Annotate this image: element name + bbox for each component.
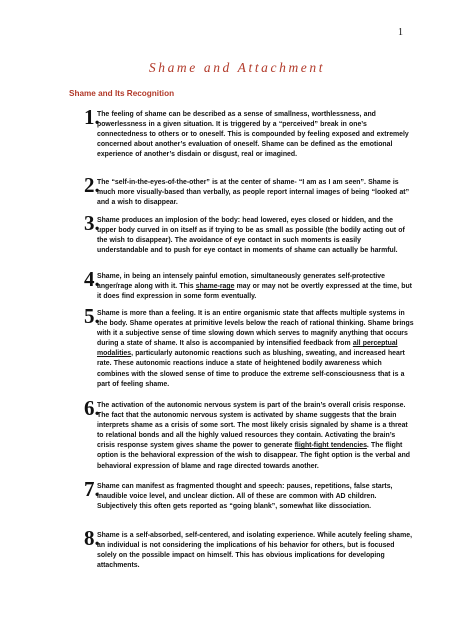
underlined-term: shame-rage: [195, 283, 235, 291]
item-number: 1.: [84, 105, 100, 129]
underlined-term: flight-fight tendencies: [294, 442, 367, 450]
item-number: 6.: [84, 396, 100, 420]
item-number: 5.: [84, 304, 100, 328]
section-heading: Shame and Its Recognition: [69, 89, 175, 98]
item-text: [97, 399, 414, 472]
item-text-segment: Shame is more than a feeling. It is an entire organismic state that affects multiple systems in the body. Shame operates at primitive levels below the reach of rational thinking. Shame brings with it a subjective sense of time slowing down which serves to magnify anything that occurs during a state of shame. It also is accompanied by intensified feedback from: [97, 310, 414, 348]
item-number: 2.: [84, 173, 100, 197]
item-text-segment: , particularly autonomic reactions such as blushing, sweating, and increased heart rate. These autonomic reactions induce a state of heightened bodily awareness which combines with the slowed sense of time to produce the extreme self-consciousness that is a part of feeling shame.: [97, 350, 405, 388]
underlined-term: all perceptual modalities: [97, 340, 398, 358]
item-number: 8.: [84, 526, 100, 550]
item-text: [97, 270, 414, 302]
item-text: [97, 529, 414, 571]
item-text: [97, 108, 414, 160]
item-text-segment: The feeling of shame can be described as a sense of smallness, worthlessness, and powerlessness in a given situation. It is triggered by a “perceived” break in one’s connectedness to others or to oneself. This is compounded by feeling exposed and extremely concerned about another’s evaluation of oneself. Shame can be defined as the emotional experience of another’s disdain or disgust, real or imagined.: [97, 111, 409, 159]
item-text-segment: The activation of the autonomic nervous system is part of the brain’s overall crisis response. The fact that the autonomic nervous system is activated by shame suggests that the brain interprets shame as a crisis of some sort. The most likely crisis signaled by shame is a threat to relational bonds and all the highly valued resources they contain. Activating the brain’s crisis response system gives shame the power to generate: [97, 402, 408, 450]
list-item: [84, 211, 414, 256]
item-text: [97, 214, 414, 256]
item-text-segment: . The flight option is the behavioral expression of the wish to disappear. The fight option is the verbal and behavioral expression of blame and rage directed towards another.: [97, 442, 411, 470]
item-text-segment: Shame, in being an intensely painful emotion, simultaneously generates self-protective anger/rage along with it. This: [97, 273, 385, 291]
item-text-segment: may or may not be overtly expressed at the time, but it does find expression in some form eventually.: [97, 283, 412, 301]
list-item: [84, 105, 414, 160]
item-text-segment: Shame is a self-absorbed, self-centered, and isolating experience. While acutely feeling shame, an individual is not considering the implications of his behavior for others, but is focused solely on the possible impact on himself. This has obvious implications for developing attachments.: [97, 532, 413, 570]
page-number: 1: [398, 27, 403, 38]
item-text-segment: Shame can manifest as fragmented thought and speech: pauses, repetitions, false starts, inaudible voice level, and unclear diction. All of these are common with AD children. Subjectively this often gets reported as “going blank”, somewhat like dissociation.: [97, 483, 393, 511]
item-number: 4.: [84, 267, 100, 291]
list-item: [84, 526, 414, 571]
item-number: 3.: [84, 211, 100, 235]
item-text-segment: The “self-in-the-eyes-of-the-other” is at the center of shame- “I am as I am seen”. Shame is much more visually-based than verbally, as people report internal images of being “looked at” and a wish to disappear.: [97, 179, 410, 207]
list-item: [84, 267, 414, 302]
item-text: [97, 480, 414, 512]
document-title: Shame and Attachment: [148, 60, 326, 75]
list-item: [84, 304, 414, 390]
item-text: [97, 307, 414, 390]
item-text-segment: Shame produces an implosion of the body: head lowered, eyes closed or hidden, and the upper body curved in on itself as if trying to be as small as possible (the bodily acting out of the wish to disappear). The avoidance of eye contact in such moments is easily understandable and to push for eye contact in moments of shame can actually be harmful.: [97, 217, 405, 255]
list-item: [84, 173, 414, 208]
item-number: 7.: [84, 477, 100, 501]
list-item: [84, 477, 414, 512]
list-item: [84, 396, 414, 472]
item-text: [97, 176, 414, 208]
